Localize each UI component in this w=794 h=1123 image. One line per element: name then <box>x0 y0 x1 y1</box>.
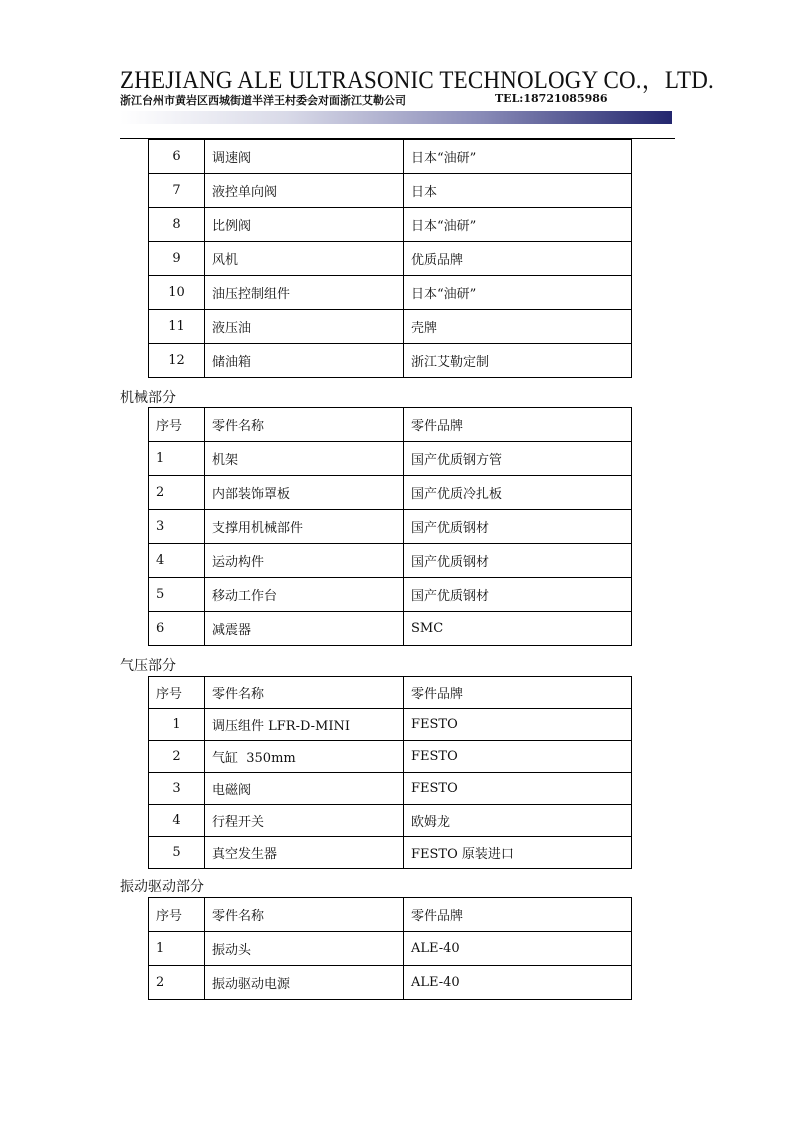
table-row <box>149 442 632 476</box>
part-name: 减震器 <box>205 612 404 646</box>
part-name: 内部装饰罩板 <box>205 476 404 510</box>
table-row <box>149 510 632 544</box>
table-row <box>149 612 632 646</box>
row-number: 4 <box>149 805 205 837</box>
table-header-row <box>149 408 632 442</box>
row-number: 1 <box>149 932 205 966</box>
row-number: 3 <box>149 773 205 805</box>
part-name: 移动工作台 <box>205 578 404 612</box>
part-brand: 国产优质冷扎板 <box>404 476 632 510</box>
part-brand: FESTO <box>404 741 632 773</box>
table-row <box>149 544 632 578</box>
section-title-vibration: 振动驱动部分 <box>120 879 204 895</box>
table-row <box>149 476 632 510</box>
part-brand: SMC <box>404 612 632 646</box>
column-header-brand: 零件品牌 <box>404 408 632 442</box>
table-row <box>149 208 632 242</box>
column-header-number: 序号 <box>149 677 205 709</box>
part-name: 振动头 <box>205 932 404 966</box>
column-header-number: 序号 <box>149 898 205 932</box>
part-name: 油压控制组件 <box>205 276 404 310</box>
row-number: 2 <box>149 741 205 773</box>
part-brand: 壳牌 <box>404 310 632 344</box>
table-header-row <box>149 677 632 709</box>
row-number: 2 <box>149 966 205 1000</box>
part-name: 比例阀 <box>205 208 404 242</box>
part-name: 电磁阀 <box>205 773 404 805</box>
table-row <box>149 344 632 378</box>
row-number: 2 <box>149 476 205 510</box>
row-number: 9 <box>149 242 205 276</box>
part-brand: 国产优质钢材 <box>404 578 632 612</box>
part-brand: FESTO <box>404 709 632 741</box>
table-row <box>149 310 632 344</box>
table-row <box>149 578 632 612</box>
part-name: 储油箱 <box>205 344 404 378</box>
column-header-name: 零件名称 <box>205 898 404 932</box>
part-name: 风机 <box>205 242 404 276</box>
part-name: 调速阀 <box>205 140 404 174</box>
table-row <box>149 932 632 966</box>
pneumatic-parts-table <box>148 676 632 869</box>
table-header-row <box>149 898 632 932</box>
part-brand: 国产优质钢方管 <box>404 442 632 476</box>
row-number: 6 <box>149 612 205 646</box>
part-brand: 欧姆龙 <box>404 805 632 837</box>
part-name: 支撑用机械部件 <box>205 510 404 544</box>
hydraulic-parts-table <box>148 139 632 378</box>
part-brand: 日本“油研” <box>404 140 632 174</box>
row-number: 1 <box>149 442 205 476</box>
mechanical-parts-table <box>148 407 632 646</box>
part-name: 气缸 350mm <box>205 741 404 773</box>
row-number: 6 <box>149 140 205 174</box>
row-number: 8 <box>149 208 205 242</box>
part-brand: 日本 <box>404 174 632 208</box>
row-number: 4 <box>149 544 205 578</box>
table-row <box>149 140 632 174</box>
row-number: 3 <box>149 510 205 544</box>
table-row <box>149 276 632 310</box>
table-row <box>149 805 632 837</box>
row-number: 5 <box>149 578 205 612</box>
company-tel: TEL:18721085986 <box>495 92 608 105</box>
part-brand: FESTO <box>404 773 632 805</box>
column-header-name: 零件名称 <box>205 408 404 442</box>
table-row <box>149 837 632 869</box>
header-gradient-bar <box>120 111 672 124</box>
part-name: 机架 <box>205 442 404 476</box>
table-row <box>149 174 632 208</box>
vibration-parts-table <box>148 897 632 1000</box>
part-brand: FESTO 原装进口 <box>404 837 632 869</box>
part-brand: 日本“油研” <box>404 276 632 310</box>
part-brand: 优质品牌 <box>404 242 632 276</box>
part-brand: 国产优质钢材 <box>404 510 632 544</box>
part-name: 行程开关 <box>205 805 404 837</box>
company-name: ZHEJIANG ALE ULTRASONIC TECHNOLOGY CO.，LTD. <box>120 67 714 94</box>
row-number: 12 <box>149 344 205 378</box>
table-row <box>149 709 632 741</box>
row-number: 10 <box>149 276 205 310</box>
part-name: 液控单向阀 <box>205 174 404 208</box>
part-name: 振动驱动电源 <box>205 966 404 1000</box>
part-name: 调压组件 LFR-D-MINI <box>205 709 404 741</box>
part-brand: 浙江艾勒定制 <box>404 344 632 378</box>
section-title-mechanical: 机械部分 <box>120 390 176 406</box>
column-header-brand: 零件品牌 <box>404 898 632 932</box>
table-row <box>149 773 632 805</box>
part-brand: 日本“油研” <box>404 208 632 242</box>
table-row <box>149 242 632 276</box>
company-address: 浙江台州市黄岩区西城街道半洋王村委会对面浙江艾勒公司 <box>120 94 406 107</box>
part-name: 液压油 <box>205 310 404 344</box>
section-title-pneumatic: 气压部分 <box>120 658 176 674</box>
part-name: 运动构件 <box>205 544 404 578</box>
part-brand: ALE-40 <box>404 932 632 966</box>
part-brand: ALE-40 <box>404 966 632 1000</box>
table-row <box>149 741 632 773</box>
row-number: 11 <box>149 310 205 344</box>
column-header-number: 序号 <box>149 408 205 442</box>
row-number: 5 <box>149 837 205 869</box>
table-row <box>149 966 632 1000</box>
column-header-name: 零件名称 <box>205 677 404 709</box>
row-number: 7 <box>149 174 205 208</box>
part-brand: 国产优质钢材 <box>404 544 632 578</box>
part-name: 真空发生器 <box>205 837 404 869</box>
column-header-brand: 零件品牌 <box>404 677 632 709</box>
row-number: 1 <box>149 709 205 741</box>
